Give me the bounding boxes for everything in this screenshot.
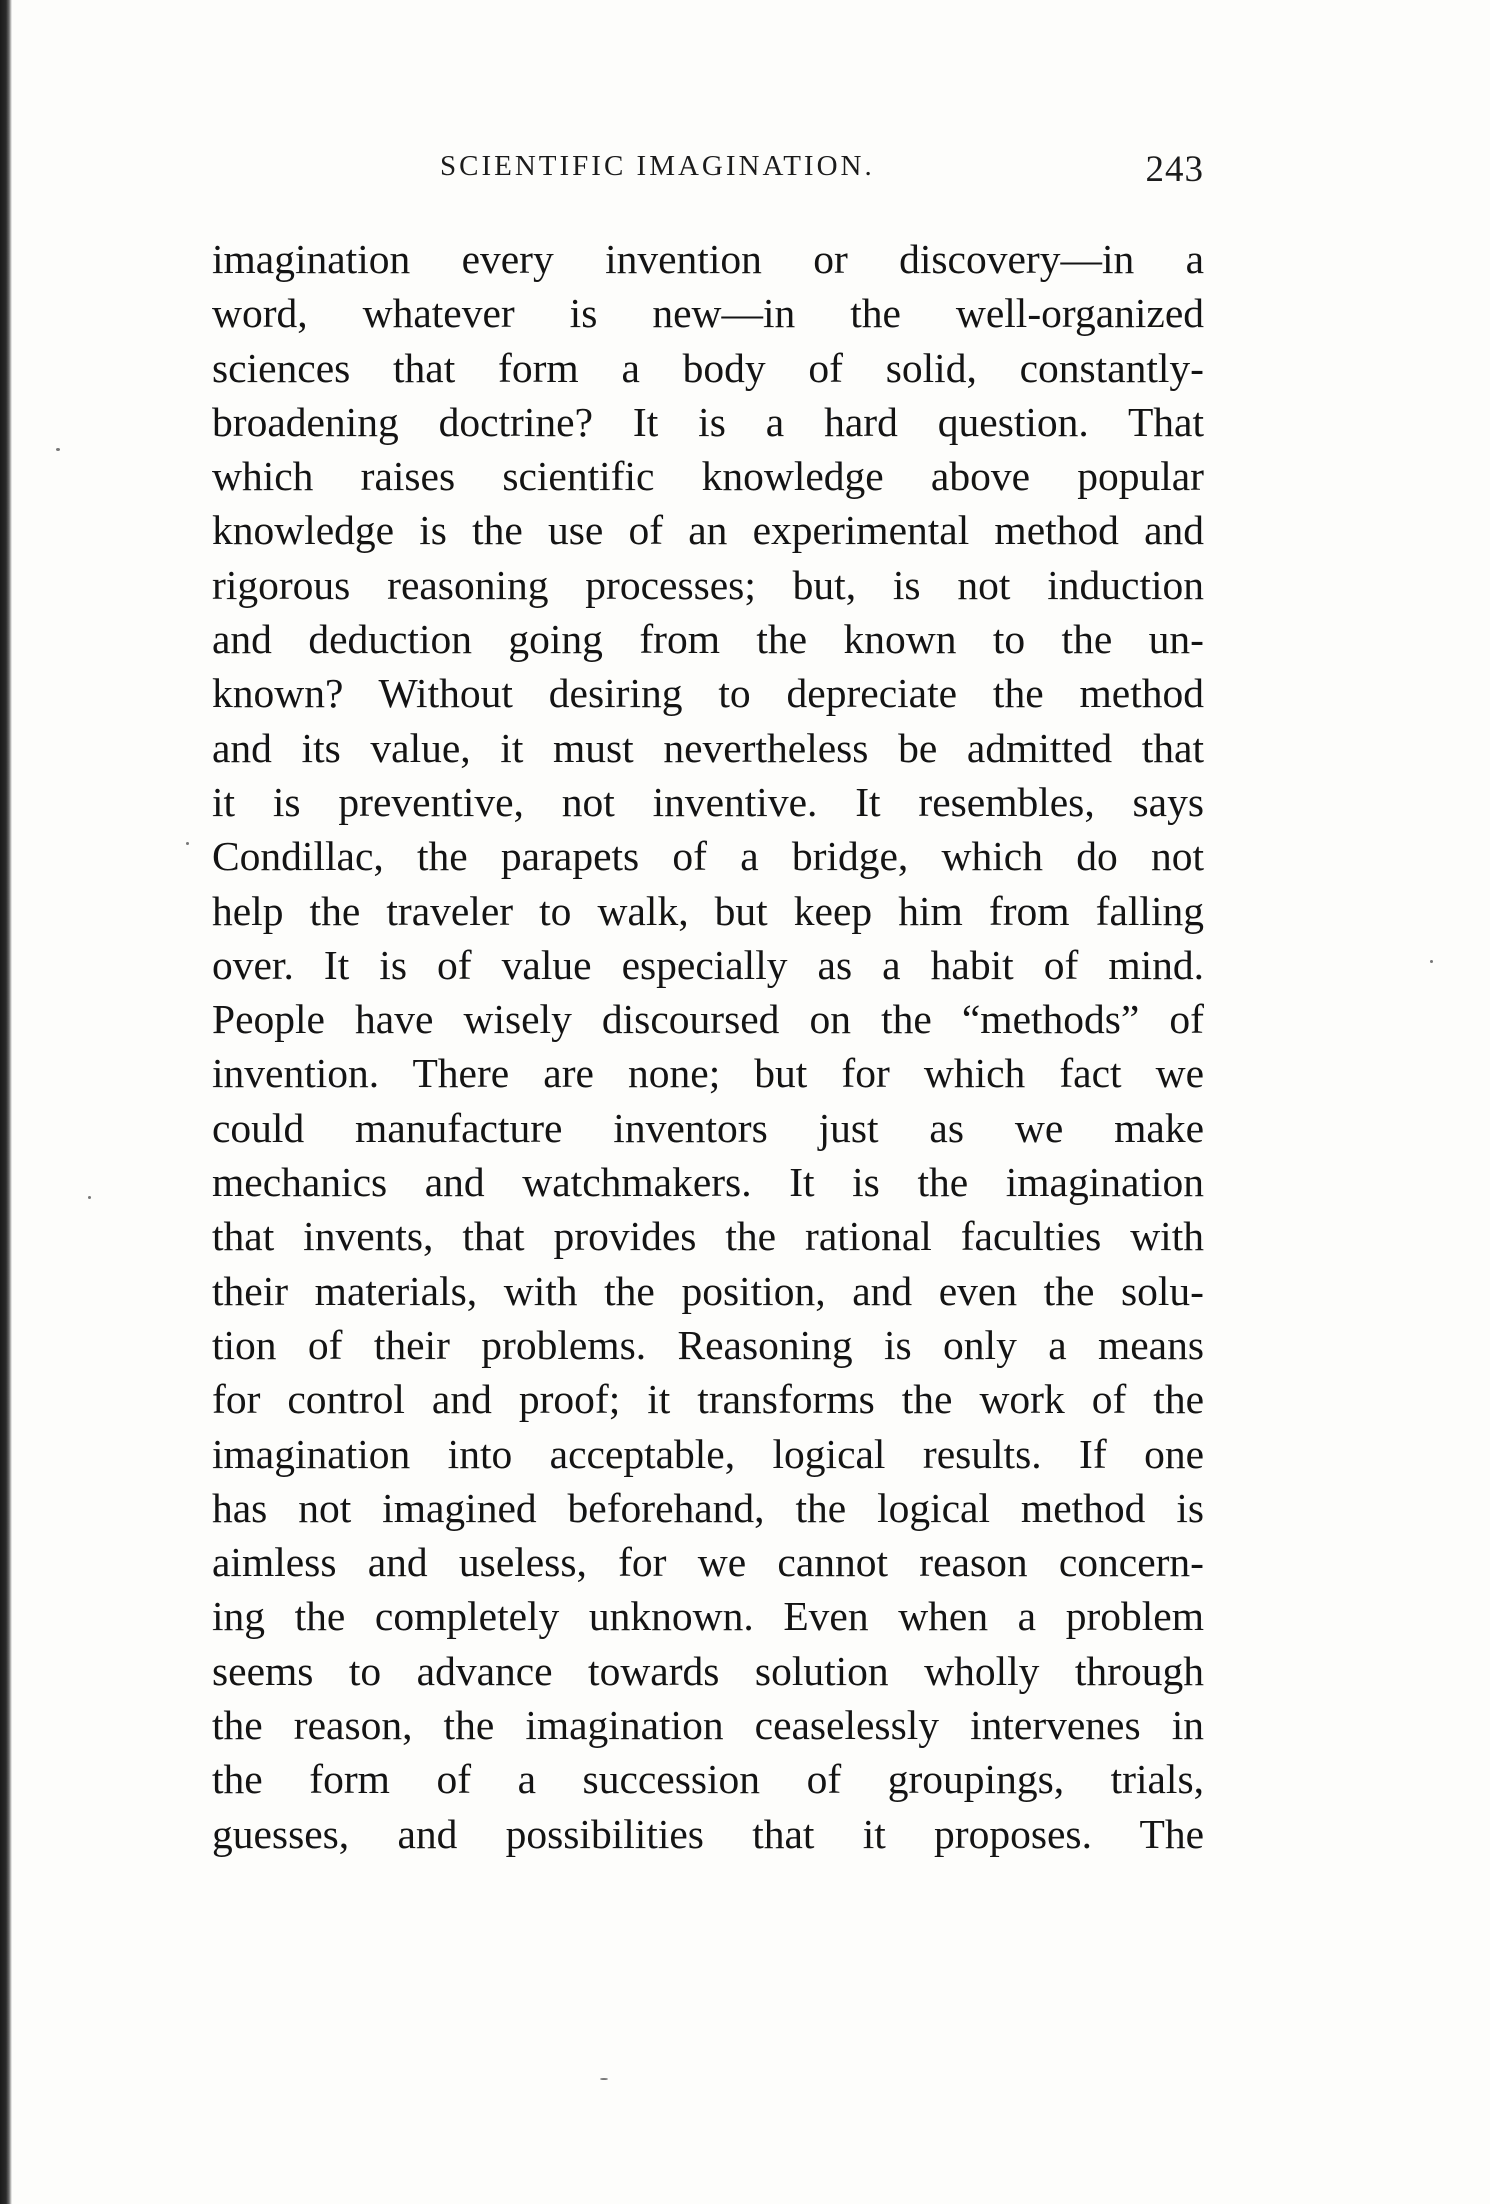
text-line: knowledge is the use of an experimental method and [212, 507, 1204, 554]
text-line: known? Without desiring to depreciate the method [212, 670, 1204, 717]
text-line: over. It is of value especially as a habit of mind. [212, 941, 1204, 988]
text-line: rigorous reasoning processes; but, is not induction [212, 561, 1204, 608]
text-line: the reason, the imagination ceaselessly intervenes in [212, 1702, 1204, 1749]
body-text [212, 232, 1204, 1861]
text-line: and its value, it must nevertheless be admitted that [212, 724, 1204, 771]
text-line: help the traveler to walk, but keep him from falling [212, 887, 1204, 934]
text-line: it is preventive, not inventive. It resembles, says [212, 778, 1204, 825]
text-line: Condillac, the parapets of a bridge, which do not [212, 833, 1204, 880]
text-line: which raises scientific knowledge above popular [212, 453, 1204, 500]
text-line: the form of a succession of groupings, trials, [212, 1756, 1204, 1803]
text-line: word, whatever is new—in the well-organized [212, 290, 1204, 337]
text-line: their materials, with the position, and even the solu- [212, 1267, 1204, 1314]
text-line: has not imagined beforehand, the logical method is [212, 1484, 1204, 1531]
text-line: People have wisely discoursed on the “methods” of [212, 996, 1204, 1043]
text-line: imagination into acceptable, logical results. If one [212, 1430, 1204, 1477]
text-line: tion of their problems. Reasoning is only a means [212, 1321, 1204, 1368]
text-line: that invents, that provides the rational faculties with [212, 1213, 1204, 1260]
text-line: guesses, and possibilities that it proposes. The [212, 1810, 1204, 1857]
text-line: mechanics and watchmakers. It is the imagination [212, 1159, 1204, 1206]
text-line: seems to advance towards solution wholly through [212, 1647, 1204, 1694]
scan-speck [186, 842, 189, 845]
text-line: for control and proof; it transforms the work of the [212, 1376, 1204, 1423]
text-line: broadening doctrine? It is a hard question. That [212, 398, 1204, 445]
text-line: invention. There are none; but for which fact we [212, 1050, 1204, 1097]
page-number: 243 [1145, 149, 1204, 190]
text-line: sciences that form a body of solid, constantly- [212, 344, 1204, 391]
running-head: SCIENTIFIC IMAGINATION. [440, 150, 875, 182]
binding-edge [0, 0, 12, 2204]
text-line: ing the completely unknown. Even when a problem [212, 1593, 1204, 1640]
page-header [212, 148, 1204, 198]
text-line: aimless and useless, for we cannot reason concern- [212, 1539, 1204, 1586]
scan-speck [1430, 960, 1433, 963]
text-line: and deduction going from the known to the un- [212, 616, 1204, 663]
text-line: could manufacture inventors just as we make [212, 1104, 1204, 1151]
scan-speck [600, 2078, 608, 2080]
scan-speck [88, 1196, 91, 1199]
scan-speck [56, 448, 60, 451]
text-line: imagination every invention or discovery—in a [212, 236, 1204, 282]
